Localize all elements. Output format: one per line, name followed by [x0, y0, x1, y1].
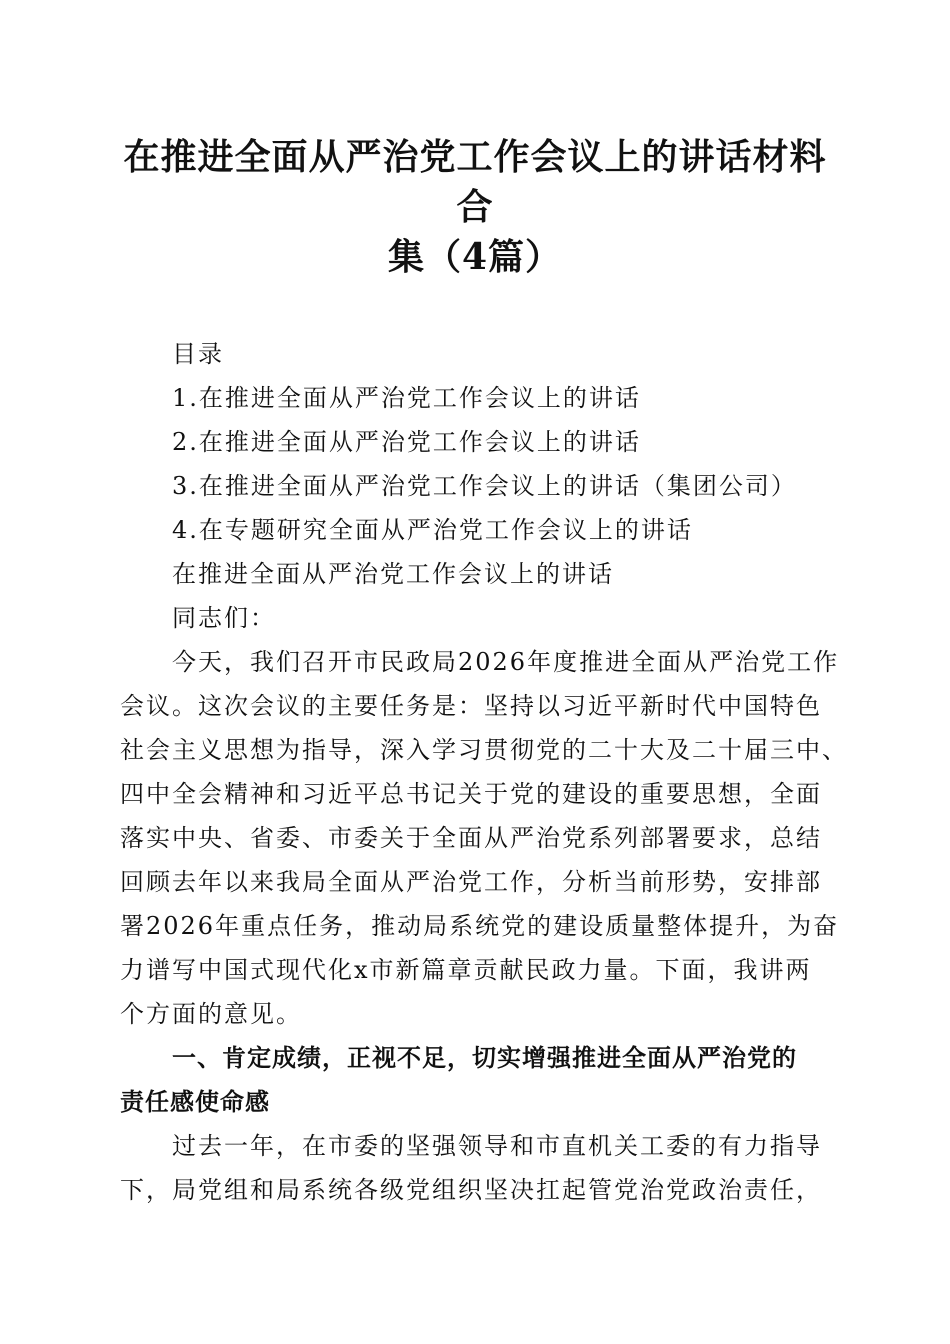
intro-line: 力谱写中国式现代化x市新篇章贡献民政力量。下面，我讲两	[120, 956, 812, 984]
toc-item-4: 4.在专题研究全面从严治党工作会议上的讲话	[172, 516, 693, 544]
salutation: 同志们：	[172, 604, 276, 632]
intro-line: 四中全会精神和习近平总书记关于党的建设的重要思想，全面	[120, 780, 822, 808]
document-title-line-2: 集（4篇）	[387, 236, 563, 278]
section-1-line: 下，局党组和局系统各级党组织坚决扛起管党治党政治责任，	[120, 1176, 822, 1204]
intro-line: 署2026年重点任务，推动局系统党的建设质量整体提升，为奋	[120, 912, 840, 940]
section-1-heading	[120, 1036, 830, 1124]
toc-item-3: 3.在推进全面从严治党工作会议上的讲话（集团公司）	[172, 472, 797, 500]
intro-line: 回顾去年以来我局全面从严治党工作，分析当前形势，安排部	[120, 868, 822, 896]
intro-paragraph	[120, 640, 848, 1036]
speech-title: 在推进全面从严治党工作会议上的讲话	[172, 560, 614, 588]
section-1-line: 过去一年，在市委的坚强领导和市直机关工委的有力指导	[172, 1132, 822, 1160]
section-1-paragraph	[120, 1124, 830, 1212]
toc-item-1: 1.在推进全面从严治党工作会议上的讲话	[172, 384, 641, 412]
intro-line: 社会主义思想为指导，深入学习贯彻党的二十大及二十届三中、	[120, 736, 848, 764]
table-of-contents	[120, 332, 830, 552]
intro-line: 落实中央、省委、市委关于全面从严治党系列部署要求，总结	[120, 824, 822, 852]
document-title-line-1: 在推进全面从严治党工作会议上的讲话材料合	[123, 136, 827, 228]
document-title	[120, 132, 830, 282]
intro-line: 今天，我们召开市民政局2026年度推进全面从严治党工作	[172, 648, 840, 676]
intro-line: 个方面的意见。	[120, 1000, 302, 1028]
section-1-heading-line: 一、肯定成绩，正视不足，切实增强推进全面从严治党的	[172, 1044, 797, 1072]
toc-item-2: 2.在推进全面从严治党工作会议上的讲话	[172, 428, 641, 456]
section-1-heading-line: 责任感使命感	[120, 1088, 270, 1116]
intro-line: 会议。这次会议的主要任务是：坚持以习近平新时代中国特色	[120, 692, 822, 720]
toc-label: 目录	[172, 340, 224, 368]
